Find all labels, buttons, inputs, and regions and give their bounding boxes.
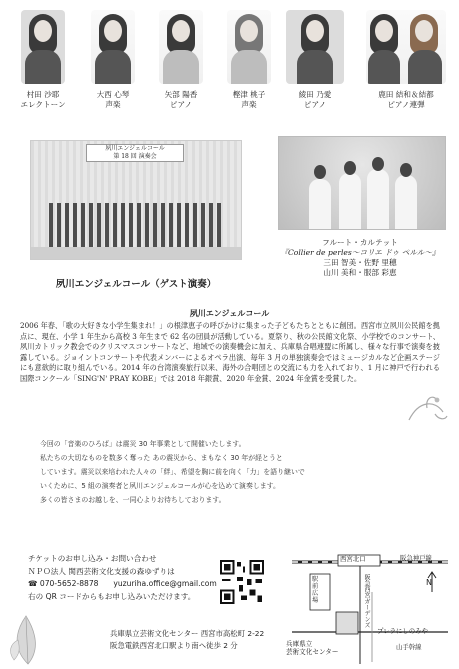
ticket-info	[28, 553, 228, 603]
performer-photo	[227, 10, 271, 84]
message-block	[40, 437, 430, 507]
phone-icon: ☎	[28, 579, 38, 589]
performer-role: ピアノ	[169, 100, 193, 109]
ticket-qr-note: 右の QR コードからもお申し込みいただけます。	[28, 591, 196, 601]
map-hall-line1: 兵庫県立	[286, 640, 313, 648]
performer-photo	[366, 10, 446, 84]
performer-card	[218, 10, 280, 110]
message-line: 多くの皆さまのお越しを、一同心よりお待ちしております。	[40, 496, 226, 504]
performer-card	[150, 10, 212, 110]
performer-role: ピアノ	[303, 100, 327, 109]
quartet-line: 『Collier de perles～コリエ ドゥ ペルル～』	[280, 248, 440, 257]
performer-name: 鹿田 結和＆結都	[378, 90, 434, 99]
ticket-heading: チケットのお申し込み・お問い合わせ	[28, 554, 157, 563]
performer-name: 矢部 陽香	[164, 90, 198, 99]
message-line: 私たちの大切なものを数多く奪った あの震災から、まもなく 30 年が経とうと	[40, 454, 283, 462]
performer-photo	[286, 10, 344, 84]
quartet-info	[270, 238, 450, 278]
map-station-label: 西宮北口	[340, 555, 366, 563]
quartet-line: 三田 智美・佐野 里穂	[323, 258, 397, 267]
ticket-org: ＮＰＯ法人 関西芸術文化支援の森ゆずりは	[28, 566, 175, 576]
choir-banner-line1: 夙川エンジェルコール	[105, 145, 165, 152]
address-line1: 兵庫県立芸術文化センター 西宮市高松町 2-22	[110, 629, 265, 638]
performer-card	[284, 10, 346, 110]
ticket-phone[interactable]: 070-5652-8878	[39, 579, 99, 589]
performer-card	[12, 10, 74, 110]
performer-card	[360, 10, 452, 110]
performer-role: ピアノ連弾	[387, 100, 425, 109]
performer-name: 樫津 桃子	[232, 90, 266, 99]
section-body: 2006 年春、「歌の大好きな小学生集まれ！」の根津恵子の呼びかけに集まった子どもたちとともに創団。西宮市立夙川公民館を拠点に、現在、小学 1 年生から高校 3 年生まで 62 名の団員が活動している。夏祭り、秋の公民館文化祭、小学校でのコンサート、夙川カトリック教会でのクリスマスコンサートなど、地域での演奏機会に加え、兵庫県合唱連盟に所属し、様々な行事で演奏を披露している。ジョイントコンサートや代表メンバーによるオペラ出演、毎年 3 月の単独演奏会ではミュージカルなど企画ステージにも意欲的に取り組んでいる。2014 年の台湾演奏旅行以来、海外の合唱団との交流にも力を入れており、1 月に神戸で行われる国際コンクール「SING'N' PRAY KOBE」では 2018 年銀賞、2020 年金賞、2024 年金賞を受賞した。	[20, 321, 440, 383]
map-hall-line2: 芸術文化センター	[286, 648, 339, 656]
quartet-line: フルート・カルテット	[322, 238, 398, 247]
map-north-label: N	[426, 578, 432, 587]
performer-card	[82, 10, 144, 110]
performer-photo	[91, 10, 135, 84]
flourish-icon	[405, 390, 449, 430]
qr-code-icon[interactable]	[220, 560, 264, 604]
message-line: いくために、5 組の演奏者と夙川エンジェルコールが心を込めて演奏します。	[40, 482, 280, 490]
message-line: 今回の「音楽のひろば」は震災 30 年事業として開催いたします。	[40, 440, 246, 448]
performer-role: 声楽	[105, 100, 121, 109]
choir-photo	[30, 140, 242, 260]
map-plaza-label: 駅前広場	[312, 576, 319, 604]
ticket-contact	[28, 578, 228, 591]
performer-role: エレクトーン	[20, 100, 66, 109]
quartet-photo	[278, 136, 446, 230]
performer-name: 村田 沙耶	[26, 90, 60, 99]
message-line: しています。震災以来培われた人々の「絆」、希望を胸に前を向く「力」を語り継いで	[40, 468, 305, 476]
map-road-label: 山手幹線	[396, 643, 422, 651]
ticket-email[interactable]: yuzuriha.office@gmail.com	[113, 579, 217, 589]
section-title: 夙川エンジェルコール	[189, 308, 270, 318]
performer-photo	[159, 10, 203, 84]
quartet-line: 山川 美和・服部 彩恵	[323, 268, 397, 277]
leaf-icon	[6, 612, 50, 666]
venue-address	[110, 628, 310, 652]
map-shop-label: 阪急西宮ガーデンズ	[363, 574, 370, 628]
map-mall-label: プレラにしのみや	[377, 627, 428, 635]
choir-banner	[86, 144, 184, 162]
choir-banner-line2: 第 18 回 演奏会	[113, 153, 157, 160]
map-line-label: 阪急神戸線	[400, 554, 432, 562]
address-line2: 阪急電鉄西宮北口駅より南へ徒歩 2 分	[110, 641, 238, 650]
performer-name: 綾田 乃愛	[298, 90, 332, 99]
choir-caption: 夙川エンジェルコール（ゲスト演奏）	[55, 279, 217, 290]
performer-photo	[21, 10, 65, 84]
performer-role: 声楽	[241, 100, 257, 109]
performer-name: 大西 心琴	[96, 90, 130, 99]
